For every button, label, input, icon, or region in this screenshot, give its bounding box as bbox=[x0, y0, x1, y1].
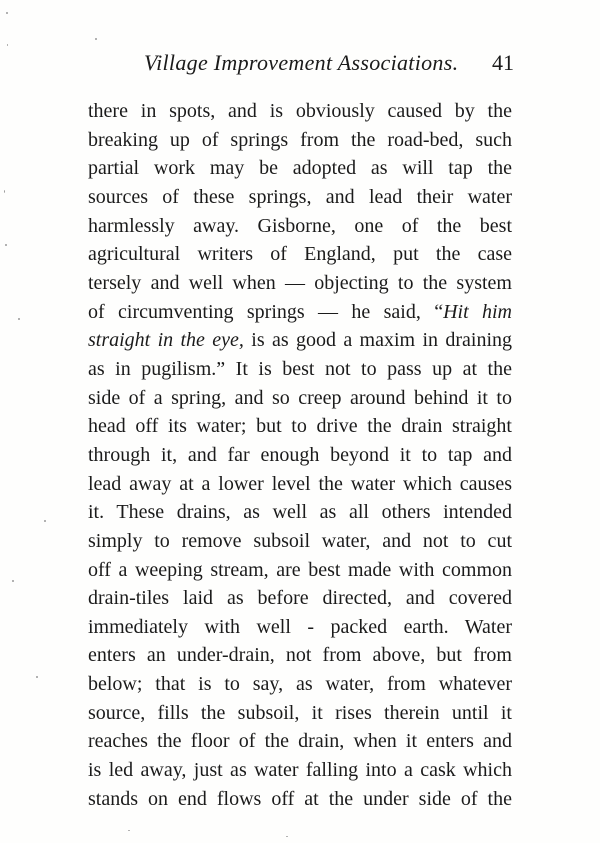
text-line: there in spots, and is obviously caused by the bbox=[88, 100, 512, 122]
text-line: reaches the floor of the drain, when it enters and bbox=[88, 730, 512, 753]
speck bbox=[44, 520, 46, 522]
running-title: Village Improvement Associations. bbox=[144, 50, 459, 75]
text-line: enters an under-drain, not from above, but from bbox=[88, 644, 512, 667]
speck bbox=[12, 580, 14, 582]
page-number: 41 bbox=[492, 50, 514, 75]
text-line: partial work may be adopted as will tap the bbox=[88, 157, 512, 180]
text-line: it. These drains, as well as all others intended bbox=[88, 501, 512, 524]
text-line: tersely and well when — objecting to the system bbox=[88, 271, 512, 294]
text-line: agricultural writers of England, put the case bbox=[88, 243, 512, 266]
text-line: stands on end flows off at the under side of the bbox=[88, 787, 512, 810]
text-line: lead away at a lower level the water which causes bbox=[88, 472, 512, 495]
text-line: breaking up of springs from the road-bed, such bbox=[88, 128, 512, 151]
text-line: harmlessly away. Gisborne, one of the best bbox=[88, 214, 512, 237]
text-segment: is as good a maxim in draining bbox=[243, 329, 513, 352]
text-line: is led away, just as water falling into a cask which bbox=[88, 759, 512, 782]
text-line-with-emphasis bbox=[88, 326, 512, 355]
speck bbox=[95, 38, 97, 40]
text-line: simply to remove subsoil water, and not to cut bbox=[88, 529, 512, 552]
text-line: off a weeping stream, are best made with common bbox=[88, 558, 512, 581]
body-text bbox=[88, 97, 512, 813]
emphasis-text: straight in the eye, bbox=[88, 329, 244, 352]
text-line: sources of these springs, and lead their water bbox=[88, 185, 512, 208]
page-header bbox=[88, 50, 516, 82]
speck bbox=[128, 830, 130, 831]
text-line: immediately with well - packed earth. Water bbox=[88, 615, 512, 638]
speck bbox=[5, 244, 7, 246]
text-line: drain-tiles laid as before directed, and covered bbox=[88, 587, 512, 610]
text-line: below; that is to say, as water, from whatever bbox=[88, 673, 512, 696]
speck bbox=[36, 676, 38, 678]
text-line: head off its water; but to drive the drain straight bbox=[88, 415, 512, 438]
speck bbox=[4, 190, 5, 193]
speck bbox=[6, 12, 8, 14]
text-line: through it, and far enough beyond it to tap and bbox=[88, 443, 512, 466]
speck bbox=[286, 836, 288, 837]
text-line: side of a spring, and so creep around behind it to bbox=[88, 386, 512, 409]
speck bbox=[7, 44, 8, 46]
speck bbox=[18, 318, 20, 320]
text-line: source, fills the subsoil, it rises therein until it bbox=[88, 701, 512, 724]
text-line-with-quote bbox=[88, 298, 512, 327]
text-line: as in pugilism.” It is best not to pass up at the bbox=[88, 357, 512, 380]
emphasis-text: Hit him bbox=[443, 300, 512, 323]
text-segment: of circumventing springs — he said, “ bbox=[88, 300, 444, 323]
